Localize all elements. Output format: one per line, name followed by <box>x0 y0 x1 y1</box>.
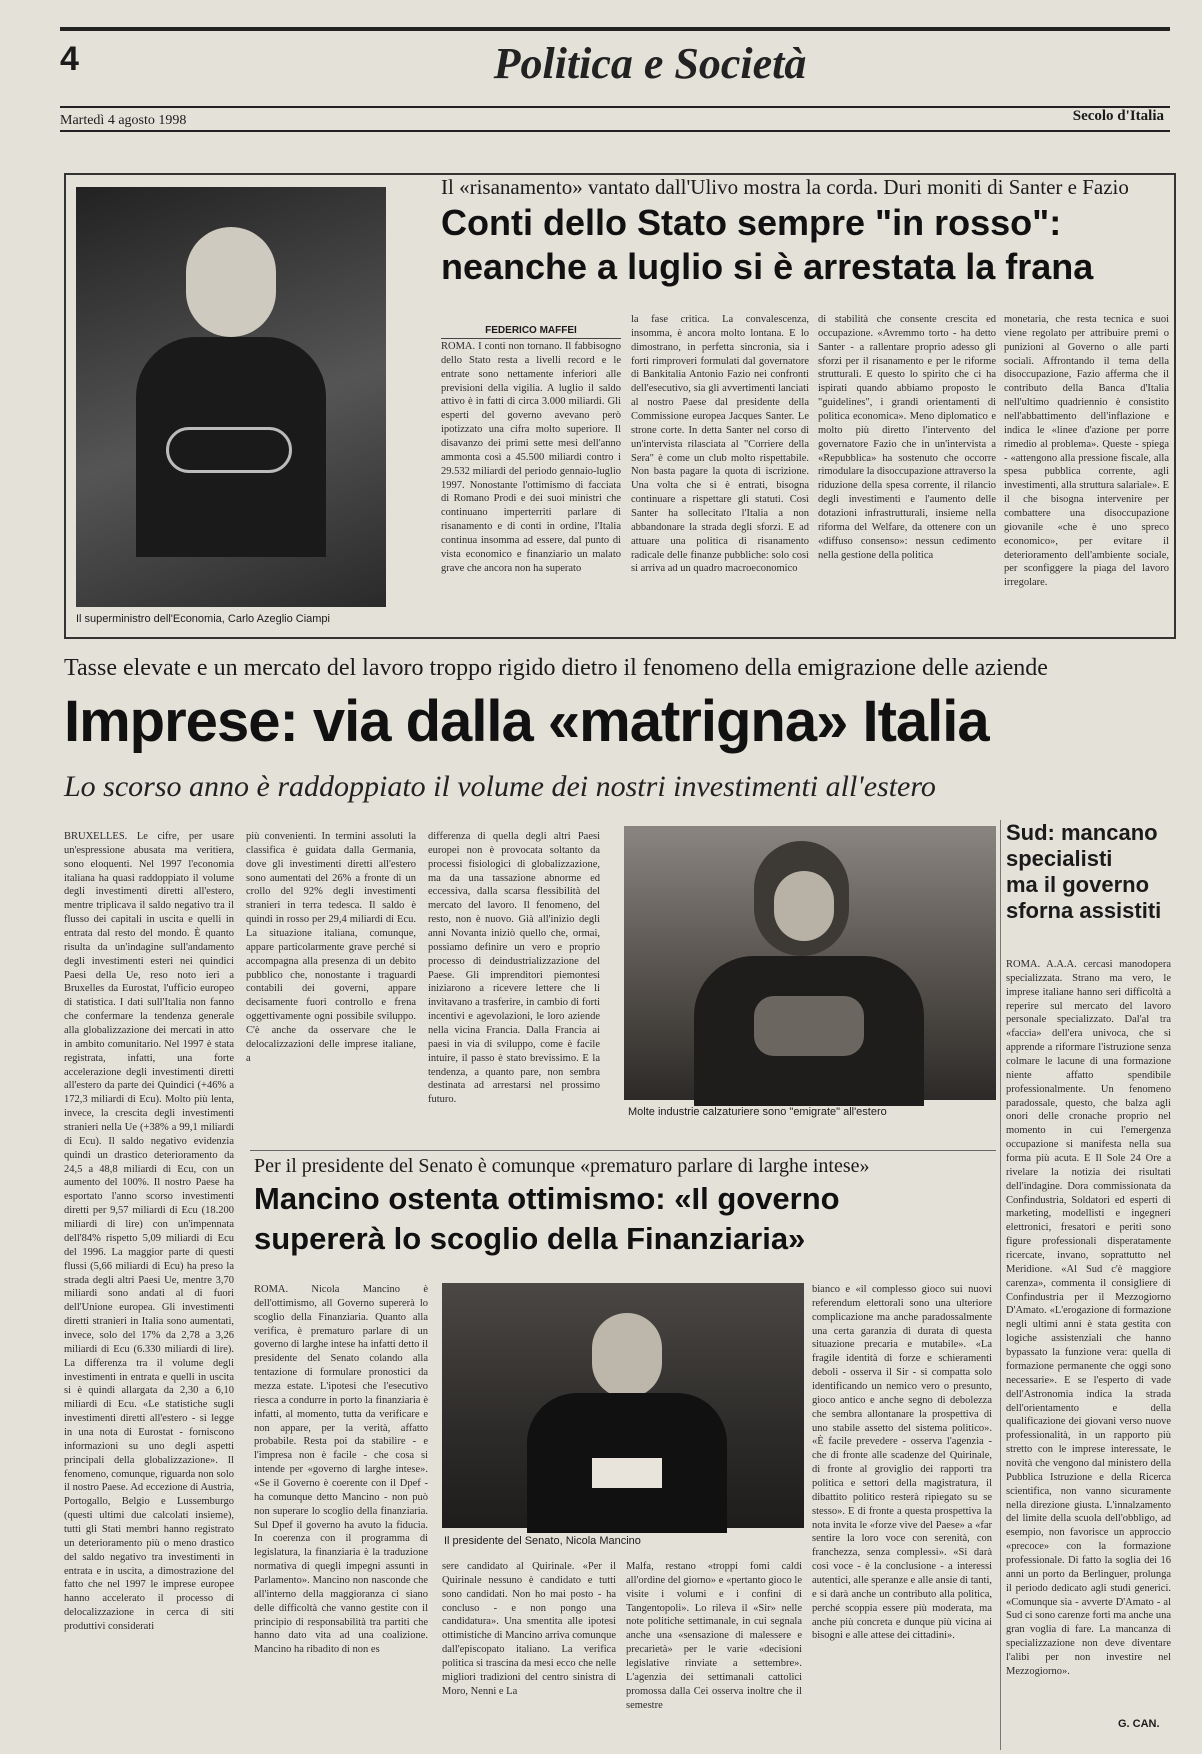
papers-in-hand <box>592 1458 662 1488</box>
header-rule <box>60 106 1170 108</box>
article2-column-3: differenza di quella degli altri Paesi europei non è provocata soltanto da processi fisiologici di globalizzazione, ma da una tassazione abnorme ed eccessiva, dalla scarsa flessibilità del mercato del lavoro. Il fenomeno, del resto, non è nuovo. Già all'inizio degli anni Novanta iniziò quello che, ormai, possiamo definire un vero e proprio processo di deindustrializzazione del Paese. Gli imprenditori piemontesi iniziarono a ricevere lettere che li invitavano a trasferire, in cambio di forti incentivi e agevolazioni, le loro aziende nella vicina Francia. Dalla Francia ai paesi in via di sviluppo, come è facile intuire, il passo è stato brevissimo. E la tendenza, a quanto pare, non sembra destinata ad arrestarsi nel prossimo futuro. <box>428 831 600 1106</box>
page-number: 4 <box>60 40 79 78</box>
photo-caption-shoes: Molte industrie calzaturiere sono "emigrate" all'estero <box>628 1106 887 1118</box>
headline-conti-line2: neanche a luglio si è arrestata la frana <box>441 246 1094 287</box>
sidebar-divider <box>1000 820 1001 1750</box>
article1-column-1: ROMA. I conti non tornano. Il fabbisogno dello Stato resta a livelli record e le entrate sono nettamente inferiori alle previsioni della vigilia. A luglio il saldo attivo è in fatti di circa 3.000 miliardi. Gli esperti del governo avevano però ipotizzato una cifra molto superiore. Il disavanzo dei primi sette mesi dell'anno ammonta così a 45.500 miliardi contro i 29.532 miliardi del periodo gennaio-luglio 1997. Nonostante l'ottimismo di facciata di Romano Prodi e dei suoi ministri che continuano imperterriti parlare di risanamento e di conti in ordine, l'Italia continua insomma ad essere, dal punto di vista economico e finanziario un malato grave che ancora non ha superato <box>441 341 621 574</box>
shoe-in-hands <box>754 996 864 1056</box>
headline-mancino-line1: Mancino ostenta ottimismo: «Il governo <box>254 1181 840 1216</box>
worker-face <box>774 871 834 941</box>
section-title: Politica e Società <box>493 39 807 88</box>
sidebar-headline-line4: sforna assistiti <box>1006 897 1162 923</box>
photo-shoe-industry <box>624 826 996 1100</box>
article1-column-4: monetaria, che resta tecnica e suoi viene regolato per attribuire premi o punizioni al Governo o alle parti sociali. Affrontando il tema della disoccupazione, Fazio afferma che il contributo della Banca d'Italia nell'ultimo quadriennio è consistito nell'abbattimento dell'inflazione e indica le «linee d'azione per porre rimedio al problema». Queste - spiega - «attengono alla pressione fiscale, alla spesa pubblica corrente, agli investimenti, alla struttura salariale». E il che bisogna intervenire per combattere una disoccupazione giovanile «che è uno spreco economico», per evitare il deterioramento dell'ambiente sociale, per sconfiggere la piaga del lavoro irregolare. <box>1004 314 1169 589</box>
photo-ciampi <box>76 187 386 607</box>
photo-mancino <box>442 1283 804 1528</box>
issue-date: Martedì 4 agosto 1998 <box>60 113 187 128</box>
article3-top-rule <box>250 1150 996 1151</box>
article-conti-stato <box>64 173 1176 639</box>
subhead-imprese: Lo scorso anno è raddoppiato il volume dei nostri investimenti all'estero <box>64 770 936 803</box>
sidebar-signature: G. CAN. <box>1118 1718 1160 1730</box>
article2-column-1: BRUXELLES. Le cifre, per usare un'espressione abusata ma veritiera, sono eloquenti. Nel 1997 l'economia italiana ha quasi raddoppiato il volume degli investimenti diretti all'estero, mentre triplicava il saldo negativo tra il flusso dei capitali in uscita e quelli in entrata dal resto del mondo. È quanto risulta da un'indagine sull'andamento degli investimenti esteri nei quindici Paesi della Ue, reso noto ieri a Bruxelles da Eurostat, l'ufficio europeo di statistica. I dati sull'Italia non fanno che confermare la tendenza generale alla globalizzazione dei mercati in atto in ambito comunitario. Nel 1997 è stata registrata, infatti, una forte accelerazione degli investimenti diretti all'estero da parte dei Quindici (+46% a 172,3 miliardi di Ecu). Molto più lenta, invece, la crescita degli investimenti stranieri nella Ue (+38% a 99,1 miliardi di Ecu). Il saldo negativo evidenzia quindi un drastico deterioramento da 24,5 a 48,8 miliardi di Ecu, con un aumento del 100%. Il nostro Paese ha esportato l'anno scorso investimenti diretti per 9,57 miliardi di Ecu (18.200 miliardi di lire) con un'impennata dell'84% rispetto 5,09 miliardi di Ecu del 1996. La maggior parte di questi flussi (5,66 miliardi di Ecu) ha preso la strada degli altri Paesi Ue, mentre 3,70 miliardi sono andati al di fuori dell'Unione europea. Gli investimenti diretti stranieri in Italia sono aumentati, invece, solo del 17% da 2,78 a 3,26 miliardi di Ecu (6.330 miliardi di lire). La differenza tra il volume degli investimenti in entrata e quelli in uscita si è quindi allargata da 2,30 a 6,10 miliardi di Ecu. «Le statistiche sugli investimenti diretti all'estero - si legge in una nota di Eurostat - forniscono informazioni su uno degli aspetti principali della globalizzazione». Il fenomeno, comunque, riguarda non solo il nostro Paese. Ad eccezione di Austria, Portogallo, Belgio e Lussemburgo (questi ultimi due calcolati insieme), tutti gli Stati membri hanno registrato un deterioramento più o meno drastico del saldo negativo tra investimenti in entrata e in uscita, a dimostrazione del fatto che nel 1997 le imprese europee hanno accelerato il processo di delocalizzazione in cerca di siti produttivi considerati <box>64 831 234 1632</box>
headline-mancino-line2: supererà lo scoglio della Finanziaria» <box>254 1221 806 1256</box>
headline-imprese: Imprese: via dalla «matrigna» Italia <box>64 689 989 754</box>
top-rule <box>60 27 1170 31</box>
kicker-mancino: Per il presidente del Senato è comunque «prematuro parlare di larghe intese» <box>254 1155 870 1177</box>
microphone-stand <box>166 427 292 473</box>
article3-column-4: bianco e «il complesso gioco sui nuovi referendum elettorali sono una ulteriore complicazione ma anche paradossalmente una certa garanzia di durata di questa situazione precaria e mutabile». «La fragile identità di forze e schieramenti deboli - osserva il Sir - si compatta solo identificando un nemico vero o presunto, gioco antico e anche segno di debolezza che sembra allontanare la prospettiva di uno stabile assetto del sistema politico». «È facile prevedere - osserva l'agenzia - che di fronte alle scadenze del Quirinale, di fronte al groviglio dei rapporti tra politica e settori della magistratura, il dibattito politico resterà ripiegato su se stesso». E di fronte a questa prospettiva la nota invita le «forze vive del Paese» a «far sentire la loro voce con serenità, con franchezza, senza complessi». «Si darà così voce - è la conclusione - a interessi autentici, alle speranze e alle ansie di tanti, e si darà anche un contributo alla politica, perché scoppia essere più moderata, ma anche più concreta e dunque più vicina ai bisogni e alle attese dei cittadini». <box>812 1284 992 1642</box>
article1-column-2: la fase critica. La convalescenza, insomma, è ancora molto lontana. E lo dimostrano, in perfetta sincronia, sia i forti rimproveri formulati dal governatore di Bankitalia Antonio Fazio nei confronti dell'esecutivo, sia gli avvertimenti lanciati al nostro Paese dal presidente della Commissione europea Jacques Santer. Le strone corte. In detta Santer nel corso di un'intervista rilasciata al "Corriere della Sera" è come un club molto rispettabile. Non basta pagare la quota di iscrizione. Una volta che si è entrati, bisogna continuare a rispettare gli statuti. Così Santer ha sollecitato l'Italia a non abbandonare la strada degli sforzi. E ad attuare una politica di risanamento radicale delle finanze pubbliche: solo così si arriva ad un quadro macroeconomico <box>631 314 809 575</box>
article1-column-3: di stabilità che consente crescita ed occupazione. «Avremmo torto - ha detto Santer - a rallentare proprio adesso gli sforzi per il risanamento e per le riforme strutturali. E questo lo spirito che ci ha ispirati quando abbiamo proposto le "guidelines", i grandi orientamenti di politica economica». Meno diplomatico e molto più diretto l'intervento del governatore Fazio che in un'intervista a «Repubblica» ha sostenuto che occorre rimodulare la disoccupazione attraverso la riduzione della spesa corrente, il rilancio degli investimenti e l'aumento delle dotazioni infrastrutturali, insieme nella riforma del Welfare, da ottenere con un «diffuso consenso»: nessun cedimento nella gestione della politica <box>818 314 996 561</box>
sidebar-headline-line2: specialisti <box>1006 845 1113 871</box>
article3-column-3: Malfa, restano «troppi fomi caldi all'ordine del giorno» e «pertanto gioco le visite i volumi e i confini di Tangentopoli». Lo rileva il «Sir» nelle note politiche settimanale, in cui segnala anche una «sensazione di malessere e precarietà» per le varie «decisioni legislative rinviate a settembre». L'agenzia dei settimanali cattolici promossa dalla Cei osserva inoltre che il semestre <box>626 1561 802 1711</box>
sidebar-headline-line1: Sud: mancano <box>1006 820 1158 845</box>
sidebar-body: ROMA. A.A.A. cercasi manodopera specializzata. Strano ma vero, le imprese italiane hanno seri difficoltà a reperire sul mercato del lavoro personale specializzato. Dal'al tra «faccia» dell'era univoca, che si apprende a riformare l'istruzione senza colmare le lacune di una formazione niente affatto spendibile professionalmente. Un fenomeno paradossale, questo, che balza agli onori delle cronache proprio nel momento in cui l'emergenza occupazione si manifesta nella sua forma più acuta. E Il Sole 24 Ore a rivelare la notizia dei risultati dell'indagine. Dora commissionata da Confindustria, Soldatori ed esperti di marketing, modellisti e ingegneri elettronici, fresatori e periti sono figure professionali disperatamente ricercate, invano, soprattutto nel Meridione. «Al Sud c'è maggiore carenza», commenta il consigliere di Confindustria per il Mezzogiorno D'Amato. «L'erogazione di formazione negli ultimi anni è stata gestita con logiche assistenziali che hanno bypassato la funzione vera: quella di formazione permanente che oggi sono necessarie». E se l'esperto di vade dell'Astronomia indica la strada dell'orientamento e della qualificazione dei giovani verso nuove professionalità, in un rapporto più stretto con le imprese interessate, le novità che vengono dal ministero della Pubblica Istruzione e della Ricerca scientifica, non vanno sicuramente nella direzione giusta. L'innalzamento del limite della scuola dell'obbligo, ad esempio, non favorisce un approccio «precoce» con la formazione professionale. Di fatto la soglia dei 16 anni un porto da Berlinguer, prolunga il periodo dedicato agli studi generici. «Comunque sia - avverte D'Amato - al Sud ci sono carenze forti ma anche una gran voglia di fare. La mancanza di specializzazione non deve diventare l'alibi per non investire nel Mezzogiorno». <box>1006 959 1171 1677</box>
kicker-imprese: Tasse elevate e un mercato del lavoro troppo rigido dietro il fenomeno della emigrazione delle aziende <box>64 655 1048 681</box>
article2-column-2: più convenienti. In termini assoluti la classifica è guidata dalla Germania, dove gli investimenti diretti all'estero sono aumentati del 26% a fronte di un crollo del 92% degli investimenti stranieri in terra tedesca. Il saldo è quindi in rosso per 29,4 miliardi di Ecu. La situazione italiana, comunque, appare particolarmente grave perché si accompagna alla presenza di un debito pubblico che, nonostante i traguardi contabili dei governi, appare decisamente fuori controllo e frena oggettivamente ogni possibile sviluppo. C'è anche da osservare che le delocalizzazioni delle imprese italiane, a <box>246 831 416 1064</box>
mancino-face <box>592 1313 662 1398</box>
photo-caption-mancino: Il presidente del Senato, Nicola Mancino <box>444 1535 641 1547</box>
header-bottom-rule <box>60 130 1170 132</box>
photo-caption-ciampi: Il superministro dell'Economia, Carlo Azeglio Ciampi <box>76 613 330 625</box>
byline-maffei: FEDERICO MAFFEI <box>441 325 621 339</box>
article3-column-2: sere candidato al Quirinale. «Per il Quirinale nessuno è candidato e tutti sono candidati. Non ho mai posto - ha concluso - e non pongo una candidatura». Una smentita alle ipotesi ottimistiche di Mancino arriva comunque dall'episcopato italiano. La verifica politica si trascina da mesi ecco che nelle migliori tradizioni del centro sinistra di Moro, Nenni e La <box>442 1561 616 1697</box>
kicker-conti: Il «risanamento» vantato dall'Ulivo mostra la corda. Duri moniti di Santer e Fazio <box>441 175 1129 199</box>
article3-column-1: ROMA. Nicola Mancino è dell'ottimismo, all Governo supererà lo scoglio della Finanziaria. Quanto alla verifica, è prematuro parlare di un governo di larghe intese ha infatti detto il presidente del Senato colando alla tentazione di formulare pronostici da mezza estate. L'ipotesi che l'esecutivo riesca a condurre in porto la finanziaria è infatti, al momento, tutta da verificare e non appare, per la verità, affatto probabile. Resta poi da stabilire - e l'impresa non è facile - che cosa si intende per «governo di larghe intese». «Se il Governo è coerente con il Dpef - ha comunque detto Mancino - non può non superare lo scoglio della finanziaria. Sul Dpef il governo ha avuto la fiducia. In coerenza con il programma di legislatura, la finanziaria è la traduzione normativa di quegli impegni assunti in Parlamento». Mancino non nasconde che all'interno della maggioranza ci siano delle difficoltà che vanno gestite con il principio di responsabilità tra partiti che hanno dato vita ad una coalizione. Mancino ha ribadito di non es <box>254 1284 428 1656</box>
portrait-face <box>186 227 276 337</box>
sidebar-headline-line3: ma il governo <box>1006 871 1150 897</box>
newspaper-name: Secolo d'Italia <box>1072 108 1164 124</box>
sidebar-headline <box>1006 820 1181 924</box>
headline-conti-line1: Conti dello Stato sempre "in rosso": <box>441 202 1062 243</box>
